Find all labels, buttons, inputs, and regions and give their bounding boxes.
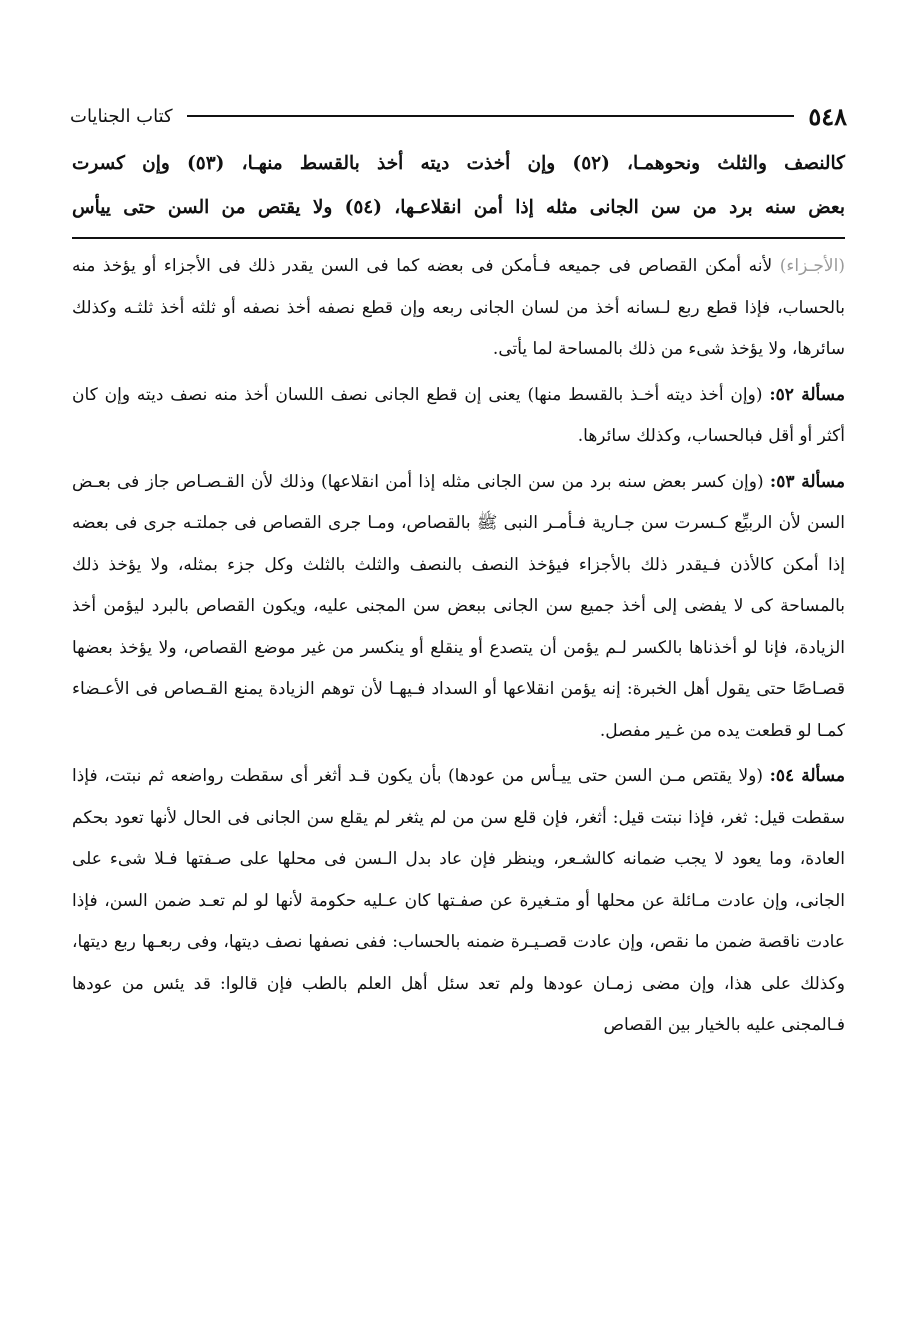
main-text-line: كالنصف والثلث ونحوهمـا، (٥٢) وإن أخذت ديته أخذ بالقسط منهـا، (٥٣) وإن كسرت xyxy=(72,153,845,174)
masala-53 xyxy=(72,462,845,753)
masala-label: مسألة ٥٢: xyxy=(769,384,846,405)
masala-label: مسألة ٥٤: xyxy=(769,766,845,786)
paragraph-text: (ولا يقتص مـن السن حتى ييـأس من عودها) بأن يكون قـد أثغر أى سقطت رواضعه ثم نبتت، فإذا سقطت قيل: ثغر، فإذا نبتت قيل: أثغر، فإن قلع سن من لم يثغر لم يقلع سن الجانى فى الحال لأنها تعود بحكم العادة، وما يعود لا يجب ضمانه كالشـعر، وينظر فإن عاد بدل الـسن فى محلها على صـفتها فـلا شىء على الجانى، وإن عادت مـائلة عن محلها أو متـغيرة عن صفـتها كان عـليه حكومة لأنها لو لم تعـد ضمن السن، فإذا عادت ناقصة ضمن ما نقص، وإن عادت قصـيـرة ضمنه بالحساب: ففى نصفها نصف ديتها، وفى ربعـها ربع ديتها، وكذلك على هذا، وإن مضى زمـان عودها ولم تعد سئل أهل العلم بالطب فإن قالوا: قد يئس من عودها فـالمجنى عليه بالخيار بين القصاص xyxy=(72,766,845,1035)
paragraph-text: (وإن كسر بعض سنه برد من سن الجانى مثله إذا أمن انقلاعها) وذلك لأن القـصـاص جاز فى بعـض السن لأن الربيِّع كـسرت سن جـارية فـأمـر النبى ﷺ بالقصاص، ومـا جرى القصاص فى جملتـه جرى فى بعضه إذا أمكن كالأذن فـيقدر ذلك بالأجزاء فيؤخذ النصف بالنصف والثلث بالثلث وكل جزء بمثله، ولا يؤخذ ذلك بالمساحة كى لا يفضى إلى أخذ جميع سن الجانى ببعض سن المجنى عليه، ويكون القصاص بالبرد ليؤمن أخذ الزيادة، فإنا لو أخذناها بالكسر لـم يؤمن أن يتصدع أو ينقلع أو ينكسر من غير موضع القصاص، ولا يؤخذ بعضها قصـاصًا حتى يقول أهل الخبرة: إنه يؤمن انقلاعها أو السداد فـيهـا لأن توهم الزيادة يمنع القـصاص فى الأعـضاء كمـا لو قطعت يده من غـير مفصل. xyxy=(72,471,845,741)
commentary xyxy=(72,246,845,1051)
main-text-line: بعض سنه برد من سن الجانى مثله إذا أمن انقلاعـها، (٥٤) ولا يقتص من السن حتى ييأس xyxy=(72,197,845,218)
paragraph-text: لأنه أمكن القصاص فى جميعه فـأمكن فى بعضه كما فى السن يقدر ذلك فى الأجزاء أو يؤخذ منه بالحساب، فإذا قطع ربع لـسانه أخذ من لسان الجانى ربعه وإن قطع نصفه أخذ نصفه أو ثلثه أخذ ثلثـه وكذلك سائرها، ولا يؤخذ شىء من ذلك بالمساحة لما يأتى. xyxy=(72,256,845,359)
main-text xyxy=(72,142,845,230)
commentary-intro xyxy=(72,246,845,371)
page-number: ٥٤٨ xyxy=(808,101,847,131)
running-title: كتاب الجنايات xyxy=(70,105,173,127)
masala-52 xyxy=(72,375,845,458)
header-rule xyxy=(187,115,795,117)
masala-54 xyxy=(72,756,845,1047)
paragraph-text: (وإن أخذ ديته أخـذ بالقسط منها) يعنى إن قطع الجانى نصف اللسان أخذ منه نصف ديته وإن كان أكثر أو أقل فبالحساب، وكذلك سائرها. xyxy=(72,384,845,446)
masala-label: مسألة ٥٣: xyxy=(769,471,845,492)
faded-word: (الأجـزاء) xyxy=(779,256,845,276)
text-separator xyxy=(72,237,845,239)
page-header xyxy=(70,100,847,132)
